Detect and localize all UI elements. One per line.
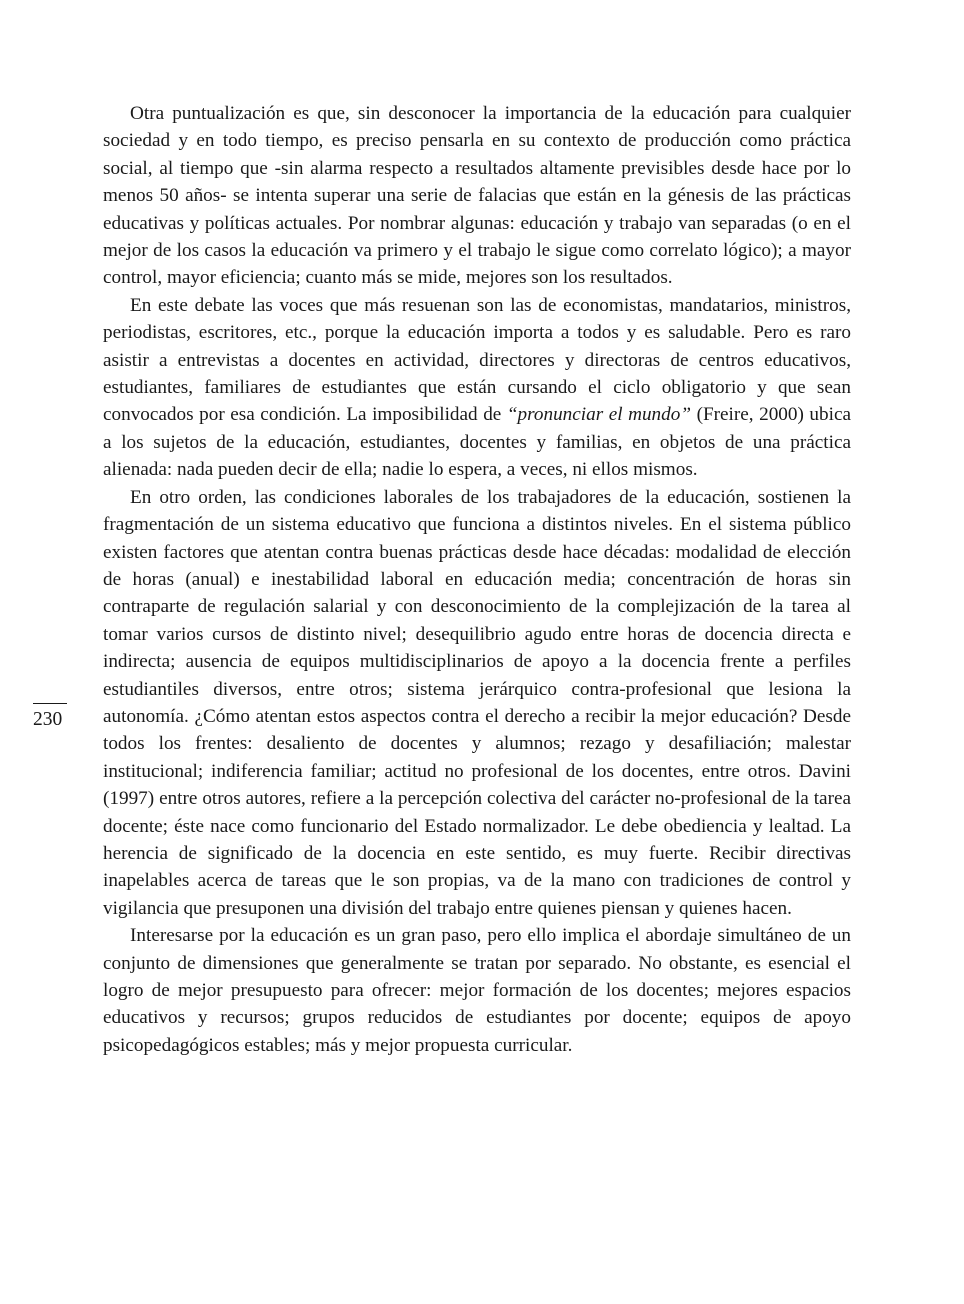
paragraph-2-text-before: En este debate las voces que más resuenan son las de economistas, mandatarios, ministros, periodistas, escritores, etc., porque la educación importa a todos y es saludable. Pero es raro asistir a entrevistas a docentes en actividad, directores y directoras de centros educativos, estudiantes, familiares de estudiantes que están cursando el ciclo obligatorio y que sean convocados por esa condición. La imposibilidad de	[103, 294, 851, 426]
page-number-rule	[33, 703, 67, 704]
paragraph-3: En otro orden, las condiciones laborales de los trabajadores de la educación, sostienen la fragmentación de un sistema educativo que funciona a distintos niveles. En el sistema público existen factores que atentan contra buenas prácticas desde hace décadas: modalidad de elección de horas (anual) e inestabilidad laboral en educación media; concentración de horas sin contraparte de regulación salarial y con desconocimiento de la complejización de la tarea al tomar varios cursos de distinto nivel; desequilibrio agudo entre horas de docencia directa e indirecta; ausencia de equipos multidisciplinarios de apoyo a la docencia frente a perfiles estudiantiles diversos, entre otros; sistema jerárquico contra-profesional que lesiona la autonomía. ¿Cómo atentan estos aspectos contra el derecho a recibir la mejor educación? Desde todos los frentes: desaliento de docentes y alumnos; rezago y desafiliación; malestar institucional; indiferencia familiar; actitud no profesional de los docentes, entre otros. Davini (1997) entre otros autores, refiere a la percepción colectiva del carácter no-profesional de la tarea docente; éste nace como funcionario del Estado normalizador. Le debe obediencia y lealtad. La herencia de significado de la docencia en este sentido, es muy fuerte. Recibir directivas inapelables acerca de tareas que le son propias, va de la mano con tradiciones de control y vigilancia que presuponen una división del trabajo entre quienes piensan y quienes hacen.	[103, 486, 851, 919]
quote-pronunciar-el-mundo: “pronunciar el mundo”	[506, 404, 692, 426]
paragraph-2-text-after: (Freire, 2000) ubica a los sujetos de la educación, estudiantes, docentes y familias, en objetos de una práctica alienada: nada pueden decir de ella; nadie lo espera, a veces, ni ellos mismos.	[103, 404, 851, 481]
paragraph-4: Interesarse por la educación es un gran paso, pero ello implica el abordaje simultáneo de un conjunto de dimensiones que generalmente se tratan por separado. No obstante, es esencial el logro de mejor presupuesto para ofrecer: mejor formación de los docentes; mejores espacios educativos y recursos; grupos reducidos de estudiantes por docente; equipos de apoyo psicopedagógicos estables; más y mejor propuesta curricular.	[103, 925, 851, 1056]
body-text	[103, 100, 851, 1059]
page-number: 230	[33, 709, 63, 730]
paragraph-1: Otra puntualización es que, sin desconocer la importancia de la educación para cualquier sociedad y en todo tiempo, es preciso pensarla en su contexto de producción como práctica social, al tiempo que -sin alarma respecto a resultados altamente previsibles desde hace por lo menos 50 años- se intenta superar una serie de falacias que están en la génesis de las prácticas educativas y políticas actuales. Por nombrar algunas: educación y trabajo van separadas (o en el mejor de los casos la educación va primero y el trabajo le sigue como correlato lógico); a mayor control, mayor eficiencia; cuanto más se mide, mejores son los resultados.	[103, 103, 851, 289]
paragraph-2	[103, 292, 851, 484]
